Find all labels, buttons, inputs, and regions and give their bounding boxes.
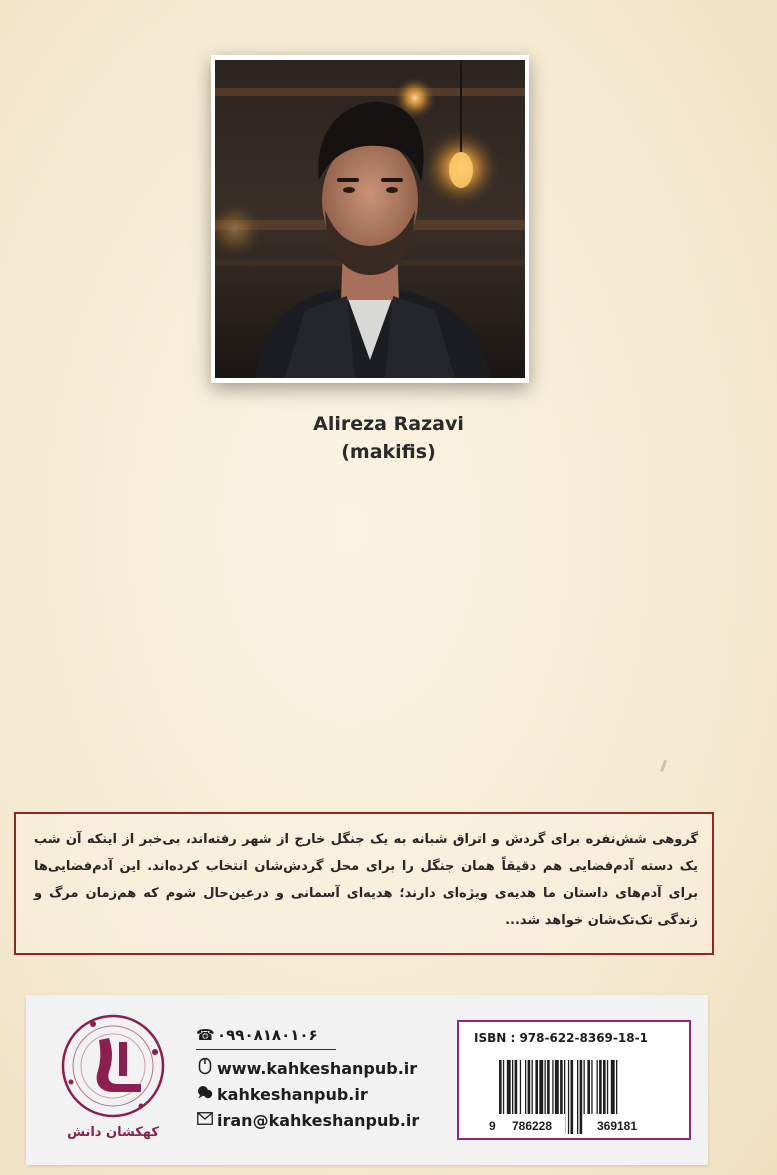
publisher-logo — [57, 1012, 169, 1152]
barcode-lead-digit: 9 — [489, 1119, 496, 1133]
mouse-icon — [196, 1057, 214, 1079]
phone-underline — [196, 1049, 336, 1050]
publisher-panel — [26, 995, 708, 1165]
publisher-logo-text: کهکشان دانش — [67, 1125, 159, 1140]
barcode-bar — [571, 1060, 574, 1134]
barcode-bar — [577, 1060, 578, 1134]
synopsis-box — [14, 812, 714, 955]
email-address[interactable]: iran@kahkeshanpub.ir — [217, 1110, 420, 1130]
social-icon — [196, 1084, 214, 1104]
website-row[interactable] — [196, 1056, 417, 1080]
isbn-label: ISBN : 978-622-8369-18-1 — [474, 1031, 648, 1045]
phone-row — [196, 1023, 318, 1047]
barcode-bar — [580, 1060, 583, 1134]
barcode-right-digits: 369181 — [596, 1119, 638, 1133]
phone-icon: ☎ — [196, 1026, 215, 1044]
barcode-left-digits: 786228 — [511, 1119, 553, 1133]
barcode — [489, 1060, 669, 1134]
social-row[interactable] — [196, 1082, 368, 1106]
isbn-box — [457, 1020, 691, 1140]
author-name: Alireza Razavi — [313, 413, 464, 435]
barcode-bar — [568, 1060, 569, 1134]
envelope-icon — [196, 1111, 214, 1129]
author-portrait-image — [215, 60, 525, 378]
author-photo — [211, 55, 529, 383]
email-row[interactable] — [196, 1108, 419, 1132]
paper-mark — [660, 760, 667, 772]
synopsis-text: گروهی شش‌نفره برای گردش و اتراق شبانه به یک جنگل خارج از شهر رفته‌اند، بی‌خبر از اینکه آن شب یک دسته آدم‌فضایی هم دقیقاً همان جنگل را برای محل گردش‌شان انتخاب کرده‌اند. این آدم‌فضایی‌ها برای آدم‌های داستان ما هدیه‌ی ویژه‌ای دارند؛ هدیه‌ای آسمانی و درعین‌حال شوم که هم‌زمان مرگ و زندگی تک‌تک‌شان خواهد شد... — [34, 832, 698, 928]
social-handle[interactable]: kahkeshanpub.ir — [217, 1084, 368, 1104]
phone-number: ۰۹۹۰۸۱۸۰۱۰۶ — [217, 1026, 318, 1044]
author-alias: (makifis) — [341, 441, 436, 463]
website-link[interactable]: www.kahkeshanpub.ir — [217, 1058, 418, 1078]
galaxy-logo-icon — [57, 1012, 169, 1120]
